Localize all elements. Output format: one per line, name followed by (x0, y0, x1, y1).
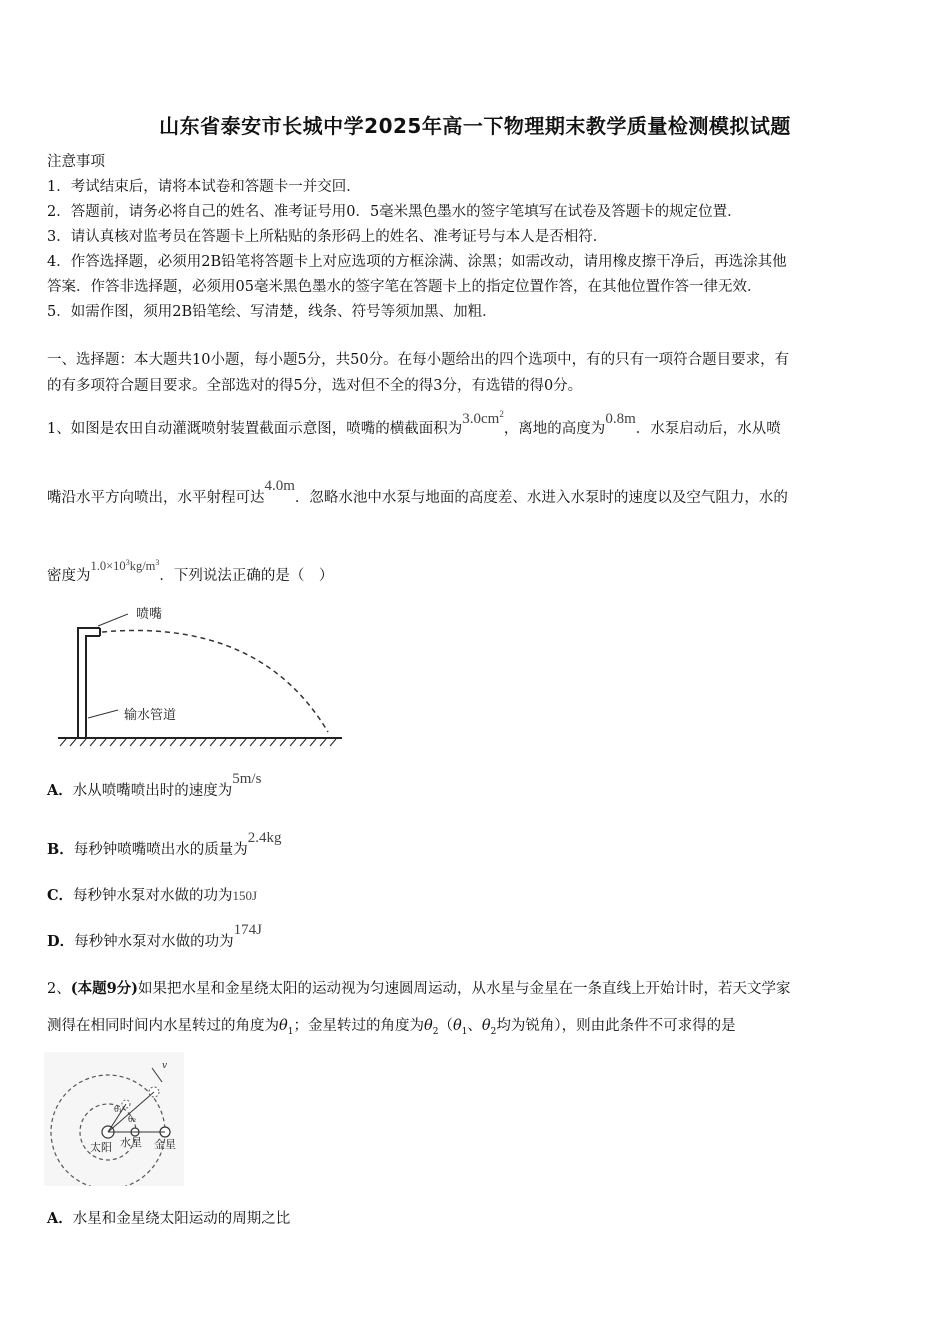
velocity-label: v (162, 1061, 168, 1071)
q1-text-line1: 1、如图是农田自动灌溉喷射装置截面示意图，喷嘴的横截面积为$3.0cm^2$，离地的高度为0.8m．水泵启动后，水从喷 (47, 409, 781, 437)
q1-range: 4.0m (264, 478, 295, 494)
nozzle-leader-line (98, 614, 128, 626)
q1-density: $1.0\times 10^3kg/m^3$ (90, 558, 160, 574)
q1-option-d[interactable]: D．每秒钟水泵对水做的功为174J (47, 922, 262, 950)
notice-item: 4．作答选择题，必须用2B铅笔将答题卡上对应选项的方框涂满、涂黑；如需改动，请用橡皮擦干净后，再选涂其他 (47, 254, 787, 270)
venus-label: 金星 (154, 1138, 176, 1151)
page-title: 山东省泰安市长城中学2025年高一下物理期末教学质量检测模拟试题 (159, 114, 791, 138)
theta2-label: θ₂ (128, 1115, 137, 1124)
q2-text-line1: 2、(本题9分)如果把水星和金星绕太阳的运动视为匀速圆周运动，从水星与金星在一条直线上开始计时，若天文学家 (47, 980, 791, 997)
q2-text-line2: 测得在相同时间内水星转过的角度为$\theta_1$；金星转过的角度为$\theta_2(\theta_1$、$\theta_2$均为锐角），则由此条件不可求得的是 (47, 1018, 736, 1037)
option-value: 174J (233, 922, 262, 938)
q1-height: 0.8m (605, 411, 636, 427)
section-intro: 一、选择题：本大题共10小题，每小题5分，共50分。在每小题给出的四个选项中，有的只有一项符合题目要求，有 (47, 352, 790, 368)
orbit-figure (44, 1052, 184, 1186)
q1-option-a[interactable]: A．水从喷嘴喷出时的速度为5m/s (47, 771, 262, 799)
notice-item: 5．如需作图，须用2B铅笔绘、写清楚，线条、符号等须加黑、加粗． (47, 304, 497, 320)
notice-item: 答案．作答非选择题，必须用05毫米黑色墨水的签字笔在答题卡上的指定位置作答，在其他位置作答一律无效． (47, 279, 762, 295)
theta1-label: θ₁ (114, 1105, 123, 1114)
ground-hatch (60, 739, 336, 746)
notice-item: 3．请认真核对监考员在答题卡上所粘贴的条形码上的姓名、准考证号与本人是否相符． (47, 229, 608, 245)
notice-heading: 注意事项 (47, 154, 105, 170)
option-value: 2.4kg (247, 830, 282, 846)
section-intro: 的有多项符合题目要求。全部选对的得5分，选对但不全的得3分，有选错的得0分。 (47, 378, 583, 394)
pipe-leader-line (88, 710, 118, 718)
water-pipe (78, 628, 100, 738)
q1-text-line2: 嘴沿水平方向喷出，水平射程可达4.0m．忽略水池中水泵与地面的高度差、水进入水泵时的速度以及空气阻力，水的 (47, 478, 788, 506)
mercury-label: 水星 (120, 1136, 142, 1149)
option-value: 5m/s (232, 771, 262, 787)
notice-item: 1．考试结束后，请将本试卷和答题卡一并交回． (47, 179, 361, 195)
pipe-label: 输水管道 (124, 708, 177, 723)
q1-option-b[interactable]: B．每秒钟喷嘴喷出水的质量为2.4kg (47, 830, 282, 858)
q1-text-line3: 密度为$1.0\times 10^3kg/m^3$．下列说法正确的是（ ） (47, 558, 334, 585)
q1-option-c[interactable]: C．每秒钟水泵对水做的功为150J (47, 887, 258, 904)
notice-item: 2．答题前，请务必将自己的姓名、准考证号用0．5毫米黑色墨水的签字笔填写在试卷及答题卡的规定位置． (47, 204, 742, 220)
option-value: 150J (232, 888, 258, 903)
nozzle-label: 喷嘴 (136, 607, 163, 622)
sprinkler-figure (50, 598, 350, 750)
q2-option-a[interactable]: A．水星和金星绕太阳运动的周期之比 (47, 1210, 291, 1227)
sun-label: 太阳 (90, 1141, 112, 1154)
q1-area: 3.0cm (462, 411, 500, 427)
